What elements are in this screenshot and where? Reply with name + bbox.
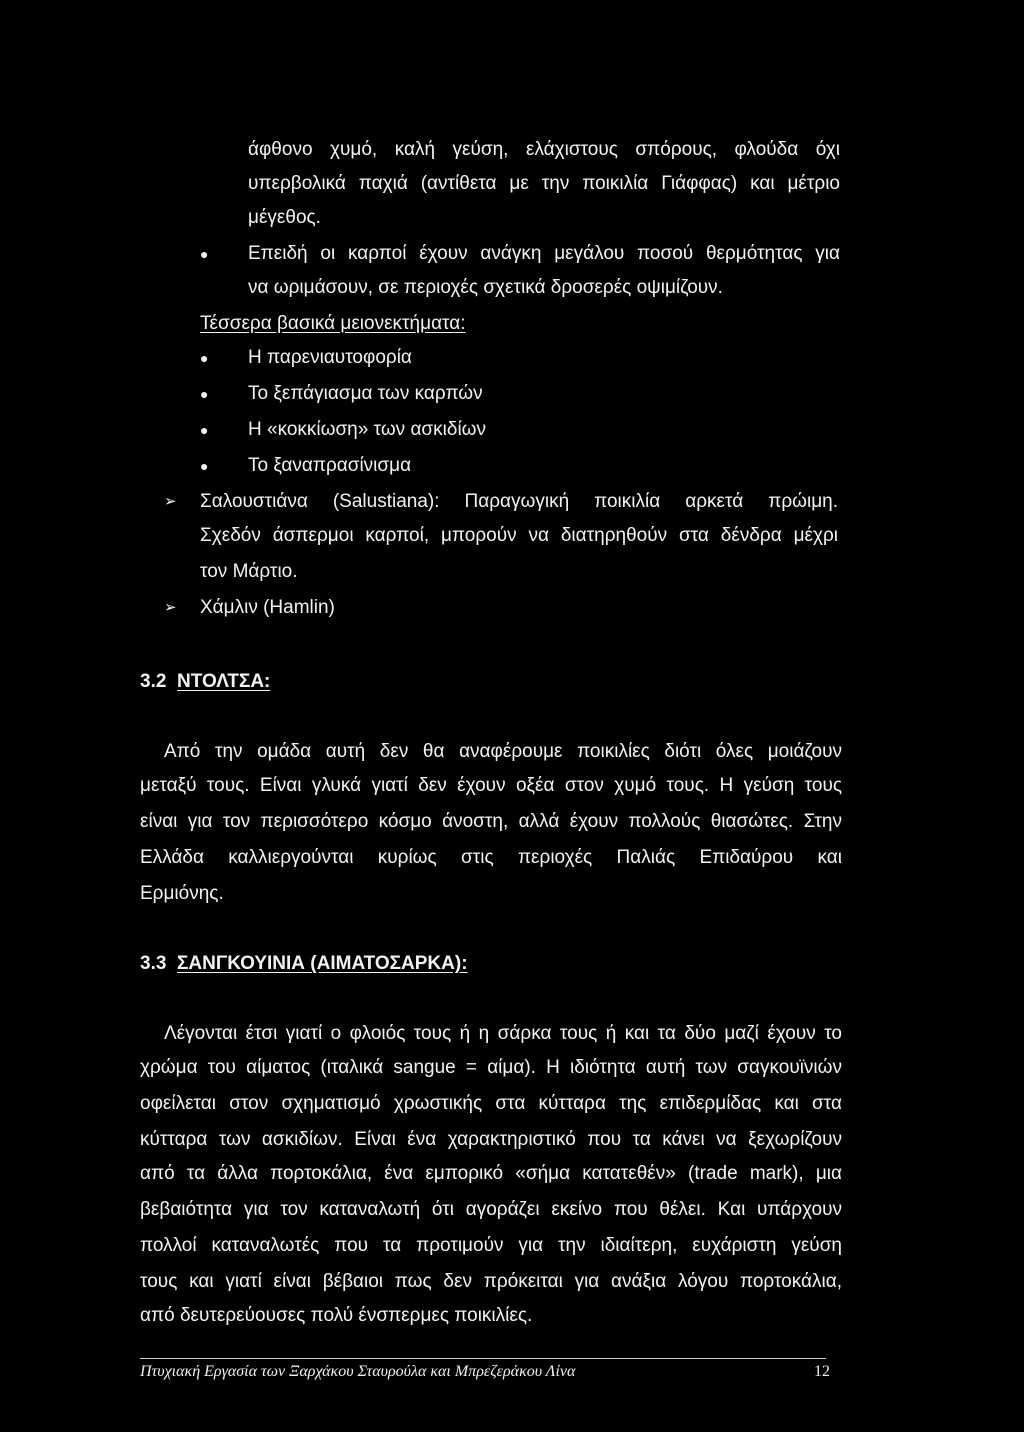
paragraph-line: από δευτερεύουσες πολύ ένσπερμες ποικιλίες.: [140, 1305, 533, 1326]
paragraph-line: Ελλάδα καλλιεργούνται κυρίως στις περιοχές Παλιάς Επιδαύρου και: [140, 847, 842, 868]
bullet-icon: ●: [200, 246, 209, 262]
bullet-icon: ●: [200, 422, 209, 438]
variety-item: Χάμλιν (Hamlin): [200, 597, 335, 618]
list-item: Το ξεπάγιασμα των καρπών: [248, 383, 483, 404]
bullet-icon: ●: [200, 458, 209, 474]
page-number: 12: [814, 1363, 830, 1380]
list-item: Η παρενιαυτοφορία: [248, 347, 412, 368]
paragraph-line: Ερμιόνης.: [140, 883, 224, 904]
paragraph-line: τους και γιατί είναι βέβαιοι πως δεν πρόκειται για ανάξια λόγου πορτοκάλια,: [140, 1271, 842, 1292]
arrow-bullet-icon: ➢: [164, 493, 177, 510]
bullet-icon: ●: [200, 350, 209, 366]
paragraph-line: κύτταρα των ασκιδίων. Είναι ένα χαρακτηριστικό που τα κάνει να ξεχωρίζουν: [140, 1129, 842, 1150]
variety-item-continuation: τον Μάρτιο.: [200, 561, 298, 582]
bullet-item: Επειδή οι καρποί έχουν ανάγκη μεγάλου ποσού θερμότητας για: [248, 243, 840, 264]
variety-item-continuation: Σχεδόν άσπερμοι καρποί, μπορούν να διατηρηθούν στα δένδρα μέχρι: [200, 525, 838, 546]
section-number: 3.3: [140, 953, 167, 974]
list-item: Το ξαναπρασίνισμα: [248, 455, 412, 476]
paragraph-line: χρώμα του αίματος (ιταλικά sangue = αίμα). Η ιδιότητα αυτή των σαγκουϊνιών: [140, 1057, 842, 1078]
paragraph-line: πολλοί καταναλωτές που τα προτιμούν για την ιδιαίτερη, ευχάριστη γεύση: [140, 1235, 842, 1256]
paragraph-line: μέγεθος.: [248, 207, 321, 228]
section-heading-3-2: [140, 670, 270, 694]
section-number: 3.2: [140, 671, 167, 692]
paragraph-line: υπερβολικά παχιά (αντίθετα με την ποικιλία Γιάφφας) και μέτριο: [248, 173, 840, 194]
paragraph-line: άφθονο χυμό, καλή γεύση, ελάχιστους σπόρους, φλούδα όχι: [248, 139, 840, 160]
paragraph-line: είναι για τον περισσότερο κόσμο άνοστη, αλλά έχουν πολλούς θιασώτες. Στην: [140, 811, 842, 832]
bullet-icon: ●: [200, 386, 209, 402]
paragraph-line: βεβαιότητα για τον καταναλωτή ότι αγοράζει εκείνο που θέλει. Και υπάρχουν: [140, 1199, 842, 1220]
section-title: ΝΤΟΛΤΣΑ:: [176, 671, 271, 692]
paragraph-line: από τα άλλα πορτοκάλια, ένα εμπορικό «σήμα κατατεθέν» (trade mark), μια: [140, 1163, 842, 1184]
arrow-bullet-icon: ➢: [164, 599, 177, 616]
list-item: Η «κοκκίωση» των ασκιδίων: [248, 419, 487, 440]
disadvantages-heading: Τέσσερα βασικά μειονεκτήματα:: [200, 313, 466, 334]
paragraph-line: Από την ομάδα αυτή δεν θα αναφέρουμε ποικιλίες διότι όλες μοιάζουν: [164, 741, 842, 762]
bullet-item-continuation: να ωριμάσουν, σε περιοχές σχετικά δροσερές οψιμίζουν.: [248, 277, 723, 298]
section-heading-3-3: [140, 952, 468, 976]
paragraph-line: οφείλεται στον σχηματισμό χρωστικής στα κύτταρα της επιδερμίδας και στα: [140, 1093, 842, 1114]
footer-text: Πτυχιακή Εργασία των Ξαρχάκου Σταυρούλα και Μπρεζεράκου Λίνα: [140, 1363, 576, 1380]
section-title: ΣΑΝΓΚΟΥΙΝΙΑ (ΑΙΜΑΤΟΣΑΡΚΑ):: [176, 953, 468, 974]
variety-item: Σαλουστιάνα (Salustiana): Παραγωγική ποικιλία αρκετά πρώιμη.: [200, 491, 838, 512]
paragraph-line: Λέγονται έτσι γιατί ο φλοιός τους ή η σάρκα τους ή και τα δύο μαζί έχουν το: [164, 1023, 842, 1044]
paragraph-line: μεταξύ τους. Είναι γλυκά γιατί δεν έχουν οξέα στον χυμό τους. Η γεύση τους: [140, 775, 842, 796]
footer-divider: [140, 1358, 826, 1359]
